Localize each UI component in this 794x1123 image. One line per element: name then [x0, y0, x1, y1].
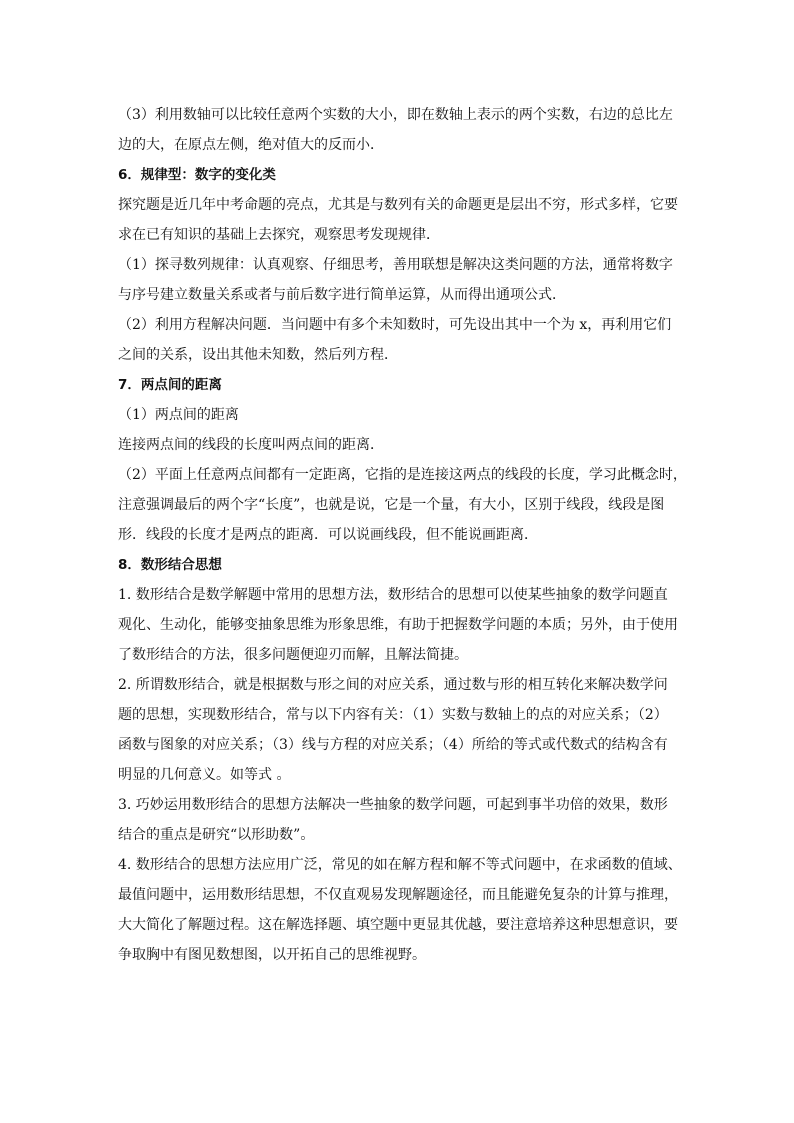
document-page [118, 100, 688, 970]
text-line: 函数与图象的对应关系；（3）线与方程的对应关系；（4）所给的等式或代数式的结构含有 [118, 737, 668, 753]
paragraph [118, 580, 688, 670]
text-line: 结合的重点是研究“以形助数”。 [118, 827, 315, 843]
text-line: 观化、生动化，能够变抽象思维为形象思维，有助于把握数学问题的本质；另外，由于使用 [118, 617, 678, 633]
text-line: 求在已有知识的基础上去探究，观察思考发现规律． [118, 227, 440, 243]
text-line: 争取胸中有图见数想图，以开拓自己的思维视野。 [118, 947, 426, 963]
text-line: （3）利用数轴可以比较任意两个实数的大小，即在数轴上表示的两个实数，右边的总比左 [118, 107, 673, 123]
paragraph [118, 670, 688, 790]
text-line: 了数形结合的方法，很多问题便迎刃而解，且解法简捷。 [118, 647, 468, 663]
text-line: （1）两点间的距离 [118, 407, 239, 423]
paragraph [118, 790, 688, 850]
heading-text: 6．规律型：数字的变化类 [118, 167, 276, 183]
paragraph [118, 190, 688, 250]
paragraph [118, 250, 688, 310]
text-line: 与序号建立数量关系或者与前后数字进行简单运算，从而得出通项公式． [118, 287, 566, 303]
text-line: （2）平面上任意两点间都有一定距离，它指的是连接这两点的线段的长度，学习此概念时， [118, 467, 687, 483]
paragraph [118, 460, 688, 550]
text-line: 形．线段的长度才是两点的距离．可以说画线段，但不能说画距离． [118, 527, 538, 543]
paragraph [118, 400, 688, 430]
section-heading [118, 550, 688, 580]
text-line: （2）利用方程解决问题．当问题中有多个未知数时，可先设出其中一个为 x，再利用它们 [118, 317, 672, 333]
paragraph [118, 430, 688, 460]
text-line: 明显的几何意义。如等式 。 [118, 767, 291, 783]
text-line: 边的大，在原点左侧，绝对值大的反而小． [118, 137, 384, 153]
text-line: 之间的关系，设出其他未知数，然后列方程． [118, 347, 398, 363]
text-line: 最值问题中，运用数形结思想，不仅直观易发现解题途径，而且能避免复杂的计算与推理， [118, 887, 678, 903]
section-heading [118, 160, 688, 190]
paragraph [118, 850, 688, 970]
text-line: 题的思想，实现数形结合，常与以下内容有关：（1）实数与数轴上的点的对应关系；（2） [118, 707, 668, 723]
text-line: 2. 所谓数形结合，就是根据数与形之间的对应关系，通过数与形的相互转化来解决数学问 [118, 677, 668, 693]
text-line: 4. 数形结合的思想方法应用广泛，常见的如在解方程和解不等式问题中，在求函数的值域、 [118, 857, 682, 873]
heading-text: 8．数形结合思想 [118, 557, 222, 573]
heading-text: 7．两点间的距离 [118, 377, 222, 393]
text-line: 探究题是近几年中考命题的亮点，尤其是与数列有关的命题更是层出不穷，形式多样，它要 [118, 197, 678, 213]
section-heading [118, 370, 688, 400]
text-line: 大大简化了解题过程。这在解选择题、填空题中更显其优越，要注意培养这种思想意识，要 [118, 917, 678, 933]
paragraph [118, 100, 688, 160]
text-line: 1. 数形结合是数学解题中常用的思想方法，数形结合的思想可以使某些抽象的数学问题直 [118, 587, 668, 603]
text-line: 3. 巧妙运用数形结合的思想方法解决一些抽象的数学问题，可起到事半功倍的效果，数形 [118, 797, 668, 813]
text-line: （1）探寻数列规律：认真观察、仔细思考，善用联想是解决这类问题的方法，通常将数字 [118, 257, 673, 273]
text-line: 注意强调最后的两个字“长度”，也就是说，它是一个量，有大小，区别于线段，线段是图 [118, 497, 665, 513]
text-line: 连接两点间的线段的长度叫两点间的距离． [118, 437, 384, 453]
paragraph [118, 310, 688, 370]
